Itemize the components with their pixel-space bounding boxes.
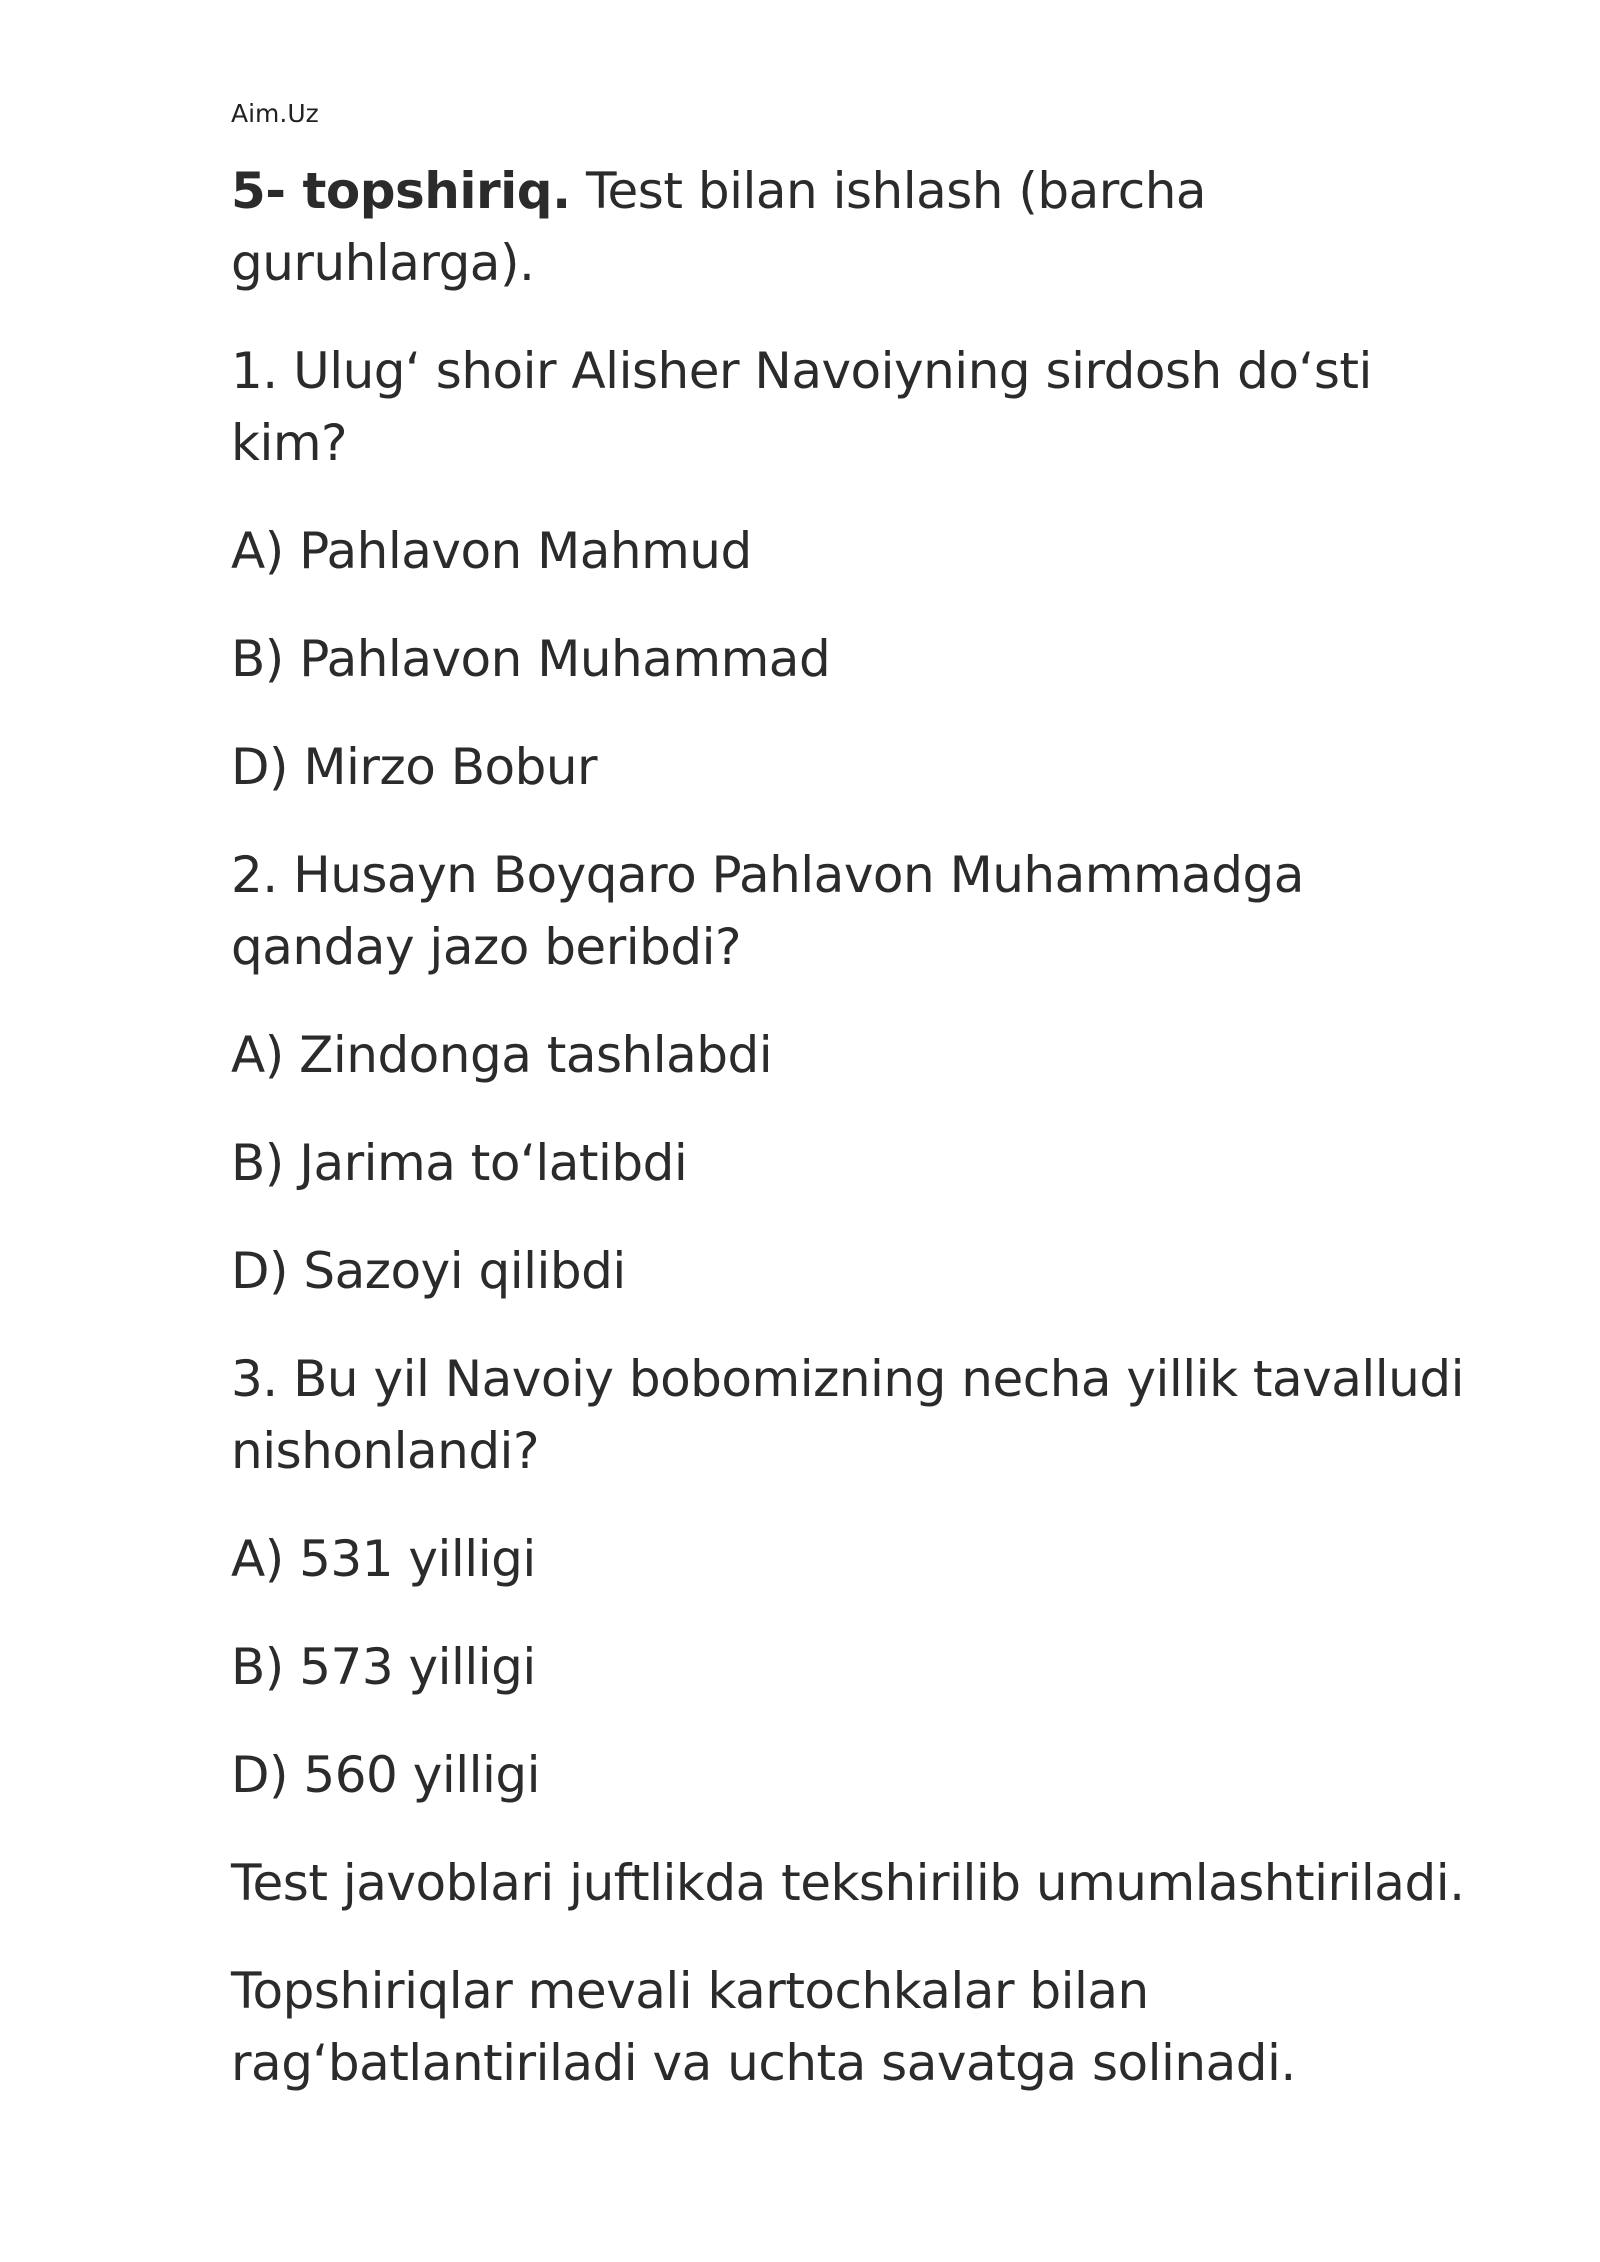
closing-line1: Test javoblari juftlikda tekshirilib umumlashtiriladi.	[231, 1854, 1465, 1912]
question-2-option-a: A) Zindonga tashlabdi	[231, 1026, 773, 1084]
question-1-line1: 1. Ulug‘ shoir Alisher Navoiyning sirdosh do‘sti	[231, 342, 1372, 400]
question-2-option-b: B) Jarima to‘latibdi	[231, 1134, 688, 1192]
question-3-option-b: B) 573 yilligi	[231, 1638, 536, 1696]
question-2-line1: 2. Husayn Boyqaro Pahlavon Muhammadga	[231, 846, 1304, 904]
question-3-option-a: A) 531 yilligi	[231, 1530, 536, 1588]
question-1-line2: kim?	[231, 414, 348, 472]
question-1-option-a: A) Pahlavon Mahmud	[231, 522, 752, 580]
closing-line2: Topshiriqlar mevali kartochkalar bilan	[231, 1962, 1149, 2020]
question-3-option-d: D) 560 yilligi	[231, 1746, 541, 1804]
question-3-line1: 3. Bu yil Navoiy bobomizning necha yillik tavalludi	[231, 1350, 1464, 1408]
task-text: Test bilan ishlash (barcha	[570, 162, 1207, 220]
closing-line3: rag‘batlantiriladi va uchta savatga solinadi.	[231, 2034, 1296, 2092]
question-1-option-d: D) Mirzo Bobur	[231, 738, 598, 796]
task-lead: 5- topshiriq.	[231, 162, 571, 220]
site-header: Aim.Uz	[231, 99, 319, 128]
task-heading-line1	[231, 155, 1206, 227]
question-1-option-b: B) Pahlavon Muhammad	[231, 630, 831, 688]
question-2-line2: qanday jazo beribdi?	[231, 918, 742, 976]
question-3-line2: nishonlandi?	[231, 1422, 539, 1480]
question-2-option-d: D) Sazoyi qilibdi	[231, 1242, 626, 1300]
task-heading-line2: guruhlarga).	[231, 234, 535, 292]
